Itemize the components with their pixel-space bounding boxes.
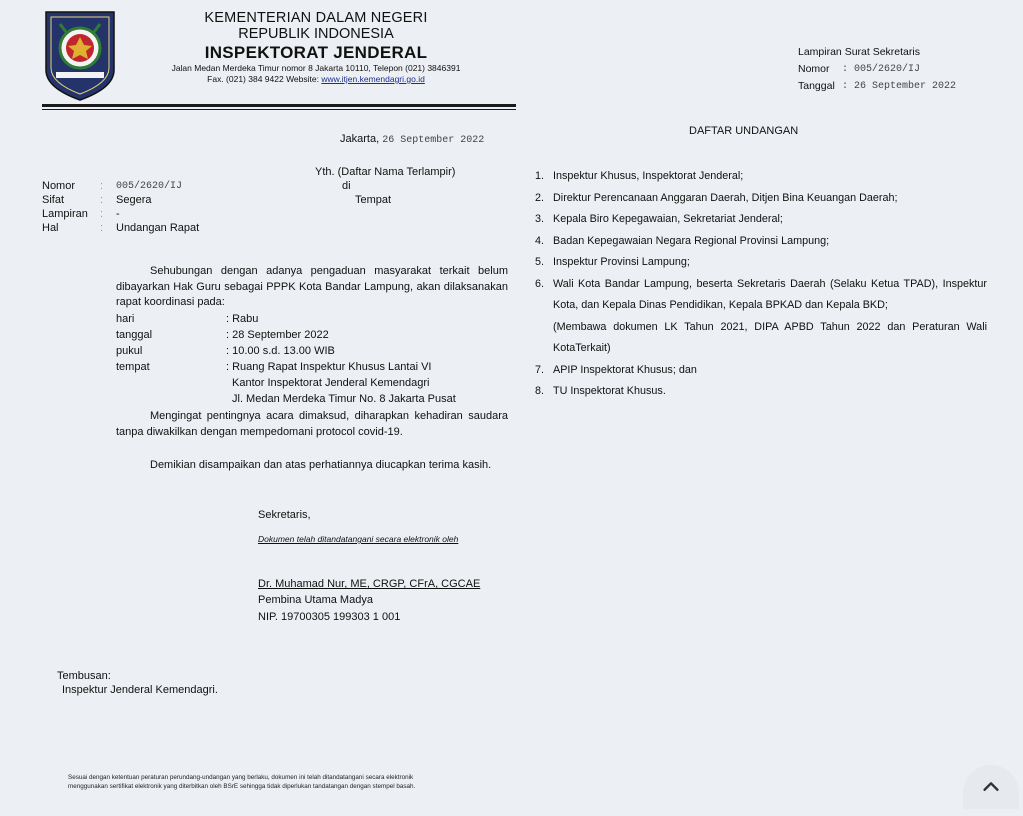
attachment-heading: DAFTAR UNDANGAN xyxy=(689,125,799,137)
schedule-time-value: : 10.00 s.d. 13.00 WIB xyxy=(226,345,335,357)
schedule-place-value: : Ruang Rapat Inspektur Khusus Lantai VI xyxy=(226,361,432,373)
list-item xyxy=(535,166,987,188)
paragraph-intro-text: Sehubungan dengan adanya pengaduan masyarakat terkait belum dibayarkan Hak Guru sebagai PPPK Kota Bandar Lampung, akan dilaksanakan rapat koordinasi pada: xyxy=(116,265,508,308)
meta-nomor-label: Nomor xyxy=(42,180,76,192)
list-item-number: 5. xyxy=(535,256,545,268)
footer-line-2: menggunakan sertifikat elektronik yang diterbitkan oleh BSrE sehingga tidak diperlukan tandatangan dengan stempel basah. xyxy=(68,783,416,790)
meta-nomor-sep: : xyxy=(100,180,104,192)
attachment-tanggal-label: Tanggal xyxy=(798,80,835,92)
footer-line-1: Sesuai dengan ketentuan peraturan perundang-undangan yang berlaku, dokumen ini telah ditandatangani secara elektronik xyxy=(68,774,414,781)
scroll-to-top-button[interactable] xyxy=(963,765,1019,809)
country-name: REPUBLIK INDONESIA xyxy=(238,26,394,42)
fax-text: Fax. (021) 384 9422 Website: xyxy=(207,74,322,84)
ministry-name: KEMENTERIAN DALAM NEGERI xyxy=(204,10,428,26)
meta-hal-value: Undangan Rapat xyxy=(116,222,200,234)
meta-lampiran-sep: : xyxy=(100,208,104,220)
meta-lampiran-label: Lampiran xyxy=(42,208,88,220)
schedule-date-value: : 28 September 2022 xyxy=(226,329,329,341)
list-item xyxy=(535,209,987,231)
electronic-signature-footer xyxy=(68,773,415,791)
list-item-number: 3. xyxy=(535,213,545,225)
chevron-up-icon xyxy=(980,776,1002,798)
schedule-time-label: pukul xyxy=(116,345,143,357)
list-item xyxy=(535,381,987,403)
signatory-name: Dr. Muhamad Nur, ME, CRGP, CFrA, CGCAE xyxy=(258,578,481,590)
paragraph-covid-text: Mengingat pentingnya acara dimaksud, diharapkan kehadiran saudara tanpa diwakilkan dengan mempedomani protocol covid-19. xyxy=(116,410,508,438)
list-item xyxy=(535,360,987,382)
office-address: Jalan Medan Merdeka Timur nomor 8 Jakarta 10110, Telepon (021) 3846391 xyxy=(171,63,461,73)
letterhead-rule-thin xyxy=(42,109,516,110)
meta-hal-sep: : xyxy=(100,222,104,234)
addressee: Yth. (Daftar Nama Terlampir) xyxy=(315,166,456,178)
list-item-note: (Membawa dokumen LK Tahun 2021, DIPA APBD Tahun 2022 dan Peraturan Wali KotaTerkait) xyxy=(553,320,987,354)
list-item xyxy=(535,252,987,274)
list-item-text: Inspektur Khusus, Inspektorat Jenderal; xyxy=(553,170,744,182)
signatory-rank: Pembina Utama Madya xyxy=(258,594,373,606)
list-item-number: 7. xyxy=(535,363,545,376)
paragraph-covid xyxy=(116,409,508,440)
paragraph-intro xyxy=(116,264,508,311)
invitation-list xyxy=(535,166,987,403)
tembusan-value: Inspektur Jenderal Kemendagri. xyxy=(62,684,218,696)
meta-nomor-value: 005/2620/IJ xyxy=(116,181,183,192)
meta-sifat-sep: : xyxy=(100,194,104,206)
signature-note: Dokumen telah ditandatangani secara elektronik oleh xyxy=(258,534,459,544)
website-link[interactable]: www.itjen.kemendagri.go.id xyxy=(321,74,425,84)
list-item xyxy=(535,188,987,210)
list-item-number: 2. xyxy=(535,191,545,204)
attachment-tanggal-value: : 26 September 2022 xyxy=(842,81,957,92)
office-contact xyxy=(138,74,494,85)
list-item-number: 8. xyxy=(535,385,545,397)
letter-date xyxy=(340,133,484,146)
schedule-place-label: tempat xyxy=(116,361,150,373)
list-item-number: 6. xyxy=(535,277,545,290)
list-item-text: Direktur Perencanaan Anggaran Daerah, Ditjen Bina Keuangan Daerah; xyxy=(553,191,898,204)
list-item-text: Wali Kota Bandar Lampung, beserta Sekretaris Daerah (Selaku Ketua TPAD), Inspektur Kota, dan Kepala Dinas Pendidikan, Kepala BPKAD dan Kepala BKD; xyxy=(553,277,987,311)
signature-title: Sekretaris, xyxy=(258,509,311,521)
schedule-place-line2: Kantor Inspektorat Jenderal Kemendagri xyxy=(232,377,430,389)
meta-hal-label: Hal xyxy=(42,222,59,234)
letter-place: Jakarta, xyxy=(340,133,383,145)
list-item-text: Inspektur Provinsi Lampung; xyxy=(553,256,690,268)
attachment-nomor-label: Nomor xyxy=(798,63,830,75)
paragraph-closing xyxy=(116,458,508,474)
list-item-text: Badan Kepegawaian Negara Regional Provinsi Lampung; xyxy=(553,234,830,247)
paragraph-closing-text: Demikian disampaikan dan atas perhatiannya diucapkan terima kasih. xyxy=(150,459,492,471)
attachment-title: Lampiran Surat Sekretaris xyxy=(798,46,920,58)
kemendagri-emblem xyxy=(42,10,118,102)
letterhead xyxy=(138,10,494,85)
list-item xyxy=(535,231,987,253)
meta-lampiran-value: - xyxy=(116,208,120,220)
letterhead-rule-thick xyxy=(42,104,516,107)
attachment-nomor-value: : 005/2620/IJ xyxy=(842,64,921,75)
office-name: INSPEKTORAT JENDERAL xyxy=(204,43,428,62)
meta-sifat-label: Sifat xyxy=(42,194,65,206)
list-item-number: 1. xyxy=(535,170,545,182)
schedule-date-label: tanggal xyxy=(116,329,153,341)
list-item-text: APIP Inspektorat Khusus; dan xyxy=(553,363,697,376)
letter-date-value: 26 September 2022 xyxy=(382,135,485,146)
schedule-day-value: : Rabu xyxy=(226,313,259,325)
schedule-day-label: hari xyxy=(116,313,135,325)
signatory-nip: NIP. 19700305 199303 1 001 xyxy=(258,611,401,623)
addressee-place: Tempat xyxy=(355,194,392,206)
addressee-di: di xyxy=(342,180,351,192)
list-item-text: TU Inspektorat Khusus. xyxy=(553,385,666,397)
meta-sifat-value: Segera xyxy=(116,194,152,206)
list-item-text: Kepala Biro Kepegawaian, Sekretariat Jenderal; xyxy=(553,213,783,225)
schedule-place-line3: Jl. Medan Merdeka Timur No. 8 Jakarta Pusat xyxy=(232,393,456,405)
list-item xyxy=(535,274,987,360)
tembusan-label: Tembusan: xyxy=(57,670,111,682)
list-item-number: 4. xyxy=(535,234,545,247)
